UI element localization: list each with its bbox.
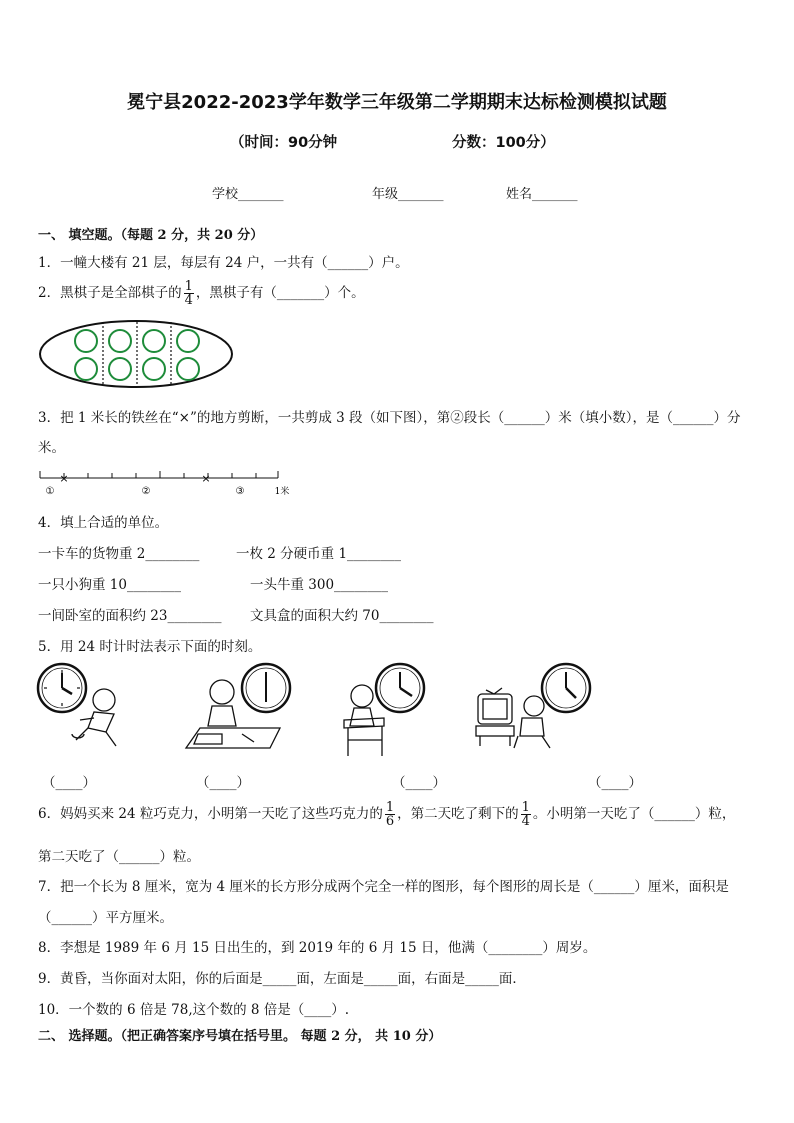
- clock-answer-1: （____）: [42, 775, 96, 791]
- unit-item-5: 一间卧室的面积约 23________: [38, 608, 222, 624]
- section-1-heading: 一、 填空题。（每题 2 分，共 20 分）: [38, 228, 264, 243]
- question-8: 8．李想是 1989 年 6 月 15 日出生的，到 2019 年的 6 月 15 日，他满（________）周岁。: [38, 940, 597, 956]
- ruler-end-label: 1米: [274, 487, 290, 497]
- cut-mark-1: ×: [59, 472, 69, 485]
- unit-item-3: 一只小狗重 10________: [38, 577, 181, 593]
- exam-score: 分数：100分）: [452, 135, 555, 151]
- unit-item-2: 一枚 2 分硬币重 1________: [236, 546, 402, 562]
- question-2-text-before: 2．黑棋子是全部棋子的: [38, 285, 182, 301]
- question-9: 9．黄昏，当你面对太阳，你的后面是_____面，左面是_____面，右面是_____面．: [38, 971, 526, 987]
- grade-field: 年级_______: [372, 187, 444, 202]
- unit-item-1: 一卡车的货物重 2________: [38, 546, 200, 562]
- question-1: 1．一幢大楼有 21 层，每层有 24 户，一共有（______）户。: [38, 255, 409, 271]
- cut-mark-2: ×: [201, 472, 211, 485]
- clock-scene-4: [472, 662, 592, 754]
- question-6-text-2: ，第二天吃了剩下的: [397, 806, 519, 822]
- section-2-heading: 二、 选择题。（把正确答案序号填在括号里。 每题 2 分， 共 10 分）: [38, 1029, 442, 1044]
- question-3-line-2: 米。: [38, 440, 65, 456]
- clock-scene-2: [184, 662, 294, 754]
- question-7-line-1: 7．把一个长为 8 厘米，宽为 4 厘米的长方形分成两个完全一样的图形，每个图形的周长是（______）厘米，面积是: [38, 879, 729, 895]
- question-6-line-1: [38, 801, 735, 828]
- unit-item-6: 文具盒的面积大约 70________: [250, 608, 434, 624]
- clock-answer-4: （____）: [588, 775, 642, 791]
- exam-time: （时间：90分钟: [230, 135, 338, 151]
- clock-scene-3: [336, 662, 428, 758]
- question-7-line-2: （______）平方厘米。: [38, 910, 173, 926]
- segment-label-2: ②: [141, 486, 151, 497]
- segment-label-3: ③: [235, 486, 245, 497]
- exam-title: 冕宁县2022-2023学年数学三年级第二学期期末达标检测模拟试题: [127, 92, 667, 113]
- question-2-text-after: ，黑棋子有（_______）个。: [195, 285, 365, 301]
- clock-scene-1: [36, 662, 126, 752]
- unit-item-4: 一头牛重 300________: [250, 577, 389, 593]
- question-10: 10．一个数的 6 倍是 78,这个数的 8 倍是（____）.: [38, 1002, 350, 1018]
- question-2: [38, 280, 365, 307]
- question-3-line-1: 3．把 1 米长的铁丝在“×”的地方剪断，一共剪成 3 段（如下图），第②段长（______）米（填小数），是（______）分: [38, 410, 741, 426]
- chess-pieces-figure: [38, 318, 238, 390]
- name-field: 姓名_______: [506, 187, 578, 202]
- fraction-one-sixth: $\frac{1}{6}$: [385, 800, 395, 829]
- question-5-prompt: 5．用 24 时计时法表示下面的时刻。: [38, 639, 262, 655]
- school-field: 学校_______: [212, 187, 284, 202]
- segment-label-1: ①: [45, 486, 55, 497]
- question-4-prompt: 4．填上合适的单位。: [38, 515, 169, 531]
- fraction-one-quarter: $\frac{1}{4}$: [184, 279, 193, 308]
- clock-answer-3: （____）: [392, 775, 446, 791]
- fraction-one-quarter-2: $\frac{1}{4}$: [521, 800, 530, 829]
- ruler-figure: [38, 466, 298, 498]
- clock-answer-2: （____）: [196, 775, 250, 791]
- question-6-text-1: 6．妈妈买来 24 粒巧克力，小明第一天吃了这些巧克力的: [38, 806, 383, 822]
- question-6-line-2: 第二天吃了（______）粒。: [38, 849, 200, 865]
- question-6-text-3: 。小明第一天吃了（______）粒，: [532, 806, 736, 822]
